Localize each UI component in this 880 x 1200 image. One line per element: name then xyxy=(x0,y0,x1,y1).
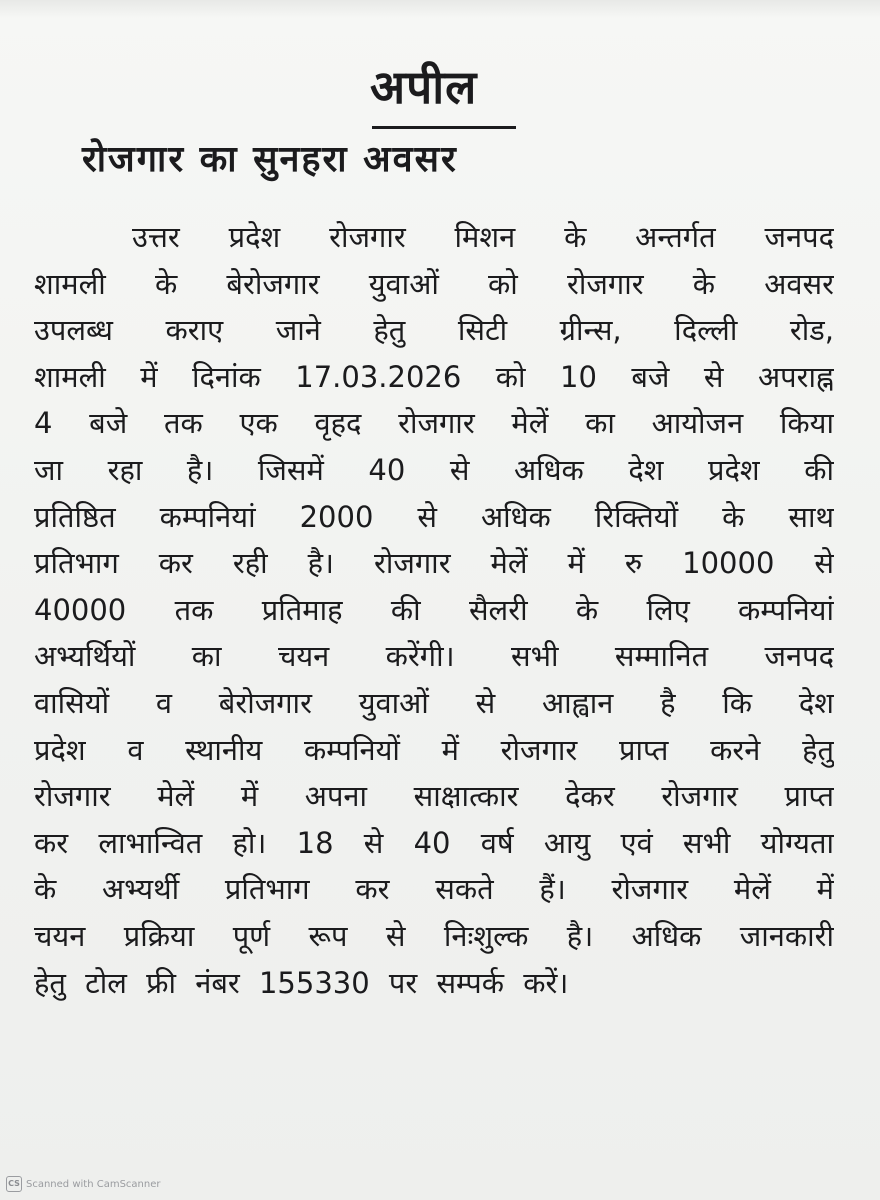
page-title: अपील xyxy=(370,60,478,114)
body-line: प्रतिष्ठित कम्पनियां 2000 से अधिक रिक्तियों के साथ xyxy=(34,499,834,534)
page-subtitle: रोजगार का सुनहरा अवसर xyxy=(82,139,458,180)
body-line: जा रहा है। जिसमें 40 से अधिक देश प्रदेश की xyxy=(34,452,834,487)
page-edge-shadow xyxy=(0,0,880,18)
body-line: वासियों व बेरोजगार युवाओं से आह्वान है कि देश xyxy=(34,685,834,720)
camscanner-logo-icon: CS xyxy=(6,1176,22,1192)
body-line: कर लाभान्वित हो। 18 से 40 वर्ष आयु एवं सभी योग्यता xyxy=(34,825,834,860)
body-line: शामली के बेरोजगार युवाओं को रोजगार के अवसर xyxy=(34,266,834,301)
body-line: हेतु टोल फ्री नंबर 155330 पर सम्पर्क करें। xyxy=(34,965,569,1000)
body-line: के अभ्यर्थी प्रतिभाग कर सकते हैं। रोजगार मेलें में xyxy=(34,872,834,907)
scanner-watermark-text: Scanned with CamScanner xyxy=(26,1178,161,1190)
body-line: प्रदेश व स्थानीय कम्पनियों में रोजगार प्राप्त करने हेतु xyxy=(34,732,834,767)
body-line: उत्तर प्रदेश रोजगार मिशन के अन्तर्गत जनपद xyxy=(132,220,834,254)
body-line: 4 बजे तक एक वृहद रोजगार मेलें का आयोजन किया xyxy=(34,406,834,441)
body-line: अभ्यर्थियों का चयन करेंगी। सभी सम्मानित जनपद xyxy=(34,639,834,674)
body-line: उपलब्ध कराए जाने हेतु सिटी ग्रीन्स, दिल्ली रोड, xyxy=(34,313,834,348)
body-line: शामली में दिनांक 17.03.2026 को 10 बजे से अपराह्न xyxy=(34,359,834,394)
body-line: रोजगार मेलें में अपना साक्षात्कार देकर रोजगार प्राप्त xyxy=(34,779,834,814)
scanner-watermark xyxy=(6,1176,161,1192)
appeal-body xyxy=(34,214,834,1006)
body-line: प्रतिभाग कर रही है। रोजगार मेलें में रु 10000 से xyxy=(34,546,834,581)
body-line: चयन प्रक्रिया पूर्ण रूप से निःशुल्क है। अधिक जानकारी xyxy=(34,918,834,953)
body-line: 40000 तक प्रतिमाह की सैलरी के लिए कम्पनियां xyxy=(34,592,834,627)
title-underline xyxy=(372,126,516,129)
